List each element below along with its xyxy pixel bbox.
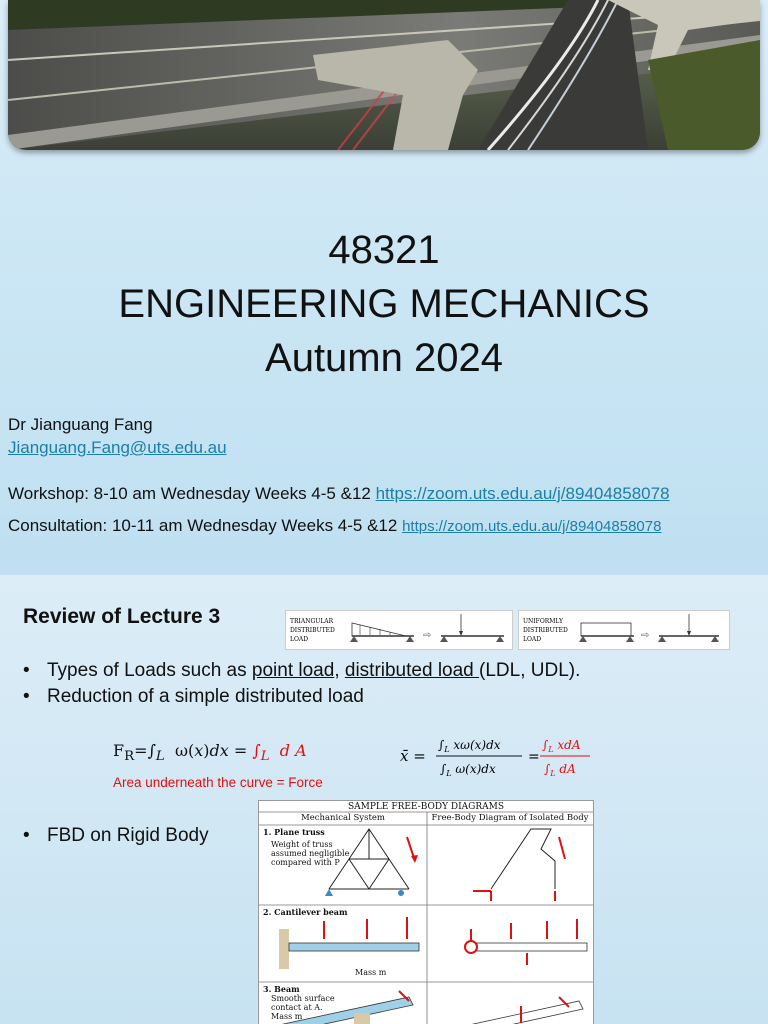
thumb2-label-3: LOAD	[523, 636, 542, 643]
triangular-load-diagram	[285, 610, 513, 650]
fbd-row3-note-3: Mass m	[271, 1012, 303, 1021]
svg-text:∫L ω(x)dx: $\int_L$ ω(x)dx	[440, 762, 496, 778]
sample-fbd-table	[258, 800, 594, 1024]
workshop-zoom-link[interactable]: https://zoom.uts.edu.au/j/89404858078	[375, 484, 670, 503]
workshop-line	[8, 484, 670, 504]
fbd-row1-note-3: compared with P	[271, 858, 340, 867]
bullet1-prefix: Types of Loads such as	[47, 660, 252, 681]
bullet2-text: Reduction of a simple distributed load	[47, 686, 364, 707]
resultant-force-equation: $F_R=\int_L$ $\omega(x)dx = \int_L$ d A	[113, 741, 307, 765]
svg-text:∫L xω(x)dx: $\int_L$ xω(x)dx	[438, 738, 501, 754]
course-name: ENGINEERING MECHANICS	[118, 282, 650, 326]
uniform-load-diagram	[518, 610, 730, 650]
svg-text:⇨: ⇨	[641, 630, 650, 641]
fbd-row1-note-2: assumed negligible	[271, 849, 350, 858]
semester: Autumn 2024	[265, 336, 503, 380]
thumb2-label-2: DISTRIBUTED	[523, 627, 568, 634]
thumb2-label-1: UNIFORMLY	[523, 618, 563, 625]
consultation-zoom-link[interactable]: https://zoom.uts.edu.au/j/89404858078	[402, 518, 662, 535]
lecturer-name: Dr Jianguang Fang	[8, 415, 153, 434]
fbd-row2-mass: Mass m	[355, 968, 387, 977]
review-heading: Review of Lecture 3	[23, 605, 221, 628]
highway-banner-image	[8, 0, 760, 150]
fbd-title: SAMPLE FREE-BODY DIAGRAMS	[347, 802, 504, 812]
workshop-text: Workshop: 8-10 am Wednesday Weeks 4-5 &12	[8, 484, 371, 503]
fbd-col-freebody: Free-Body Diagram of Isolated Body	[431, 813, 589, 823]
consultation-line	[8, 516, 661, 536]
svg-text:=: =	[528, 749, 540, 765]
bullet-reduction: • Reduction of a simple distributed load	[23, 686, 364, 707]
consultation-text: Consultation: 10-11 am Wednesday Weeks 4-5 &12	[8, 516, 398, 535]
svg-text:∫L dA: $\int_L$ dA	[544, 762, 576, 778]
bullet1-suffix: (LDL, UDL).	[479, 660, 581, 681]
bullet1-separator: ,	[334, 660, 345, 681]
review-slide	[0, 575, 768, 1024]
fbd-row1-caption: 1. Plane truss	[263, 827, 325, 837]
svg-text:∫L xdA: $\int_L$ xdA	[542, 738, 581, 754]
email-link[interactable]: Jianguang.Fang@uts.edu.au	[8, 438, 227, 457]
point-load-term: point load	[251, 660, 335, 681]
fbd-row3-note-1: Smooth surface	[271, 994, 335, 1003]
area-note: Area underneath the curve = Force	[113, 775, 323, 790]
bullet-fbd: • FBD on Rigid Body	[23, 825, 209, 846]
centroid-equation	[400, 733, 600, 787]
fbd-row1-note-1: Weight of truss	[271, 840, 333, 849]
svg-text:⇨: ⇨	[423, 630, 432, 641]
fbd-row3-caption: 3. Beam	[263, 984, 300, 994]
fbd-row2-caption: 2. Cantilever beam	[263, 907, 348, 917]
bullet3-text: FBD on Rigid Body	[47, 825, 209, 846]
course-code: 48321	[328, 228, 440, 272]
svg-text:x̄ =: x̄ =	[400, 747, 426, 765]
bullet-load-types: • Types of Loads such as point load, distributed load (LDL, UDL).	[23, 660, 581, 681]
fbd-col-mechanical: Mechanical System	[301, 813, 385, 823]
thumb1-label-2: DISTRIBUTED	[290, 627, 335, 634]
thumb1-label-3: LOAD	[290, 636, 309, 643]
fbd-row3-note-2: contact at A.	[271, 1003, 323, 1012]
distributed-load-term: distributed load	[344, 660, 480, 681]
thumb1-label-1: TRIANGULAR	[290, 618, 334, 625]
